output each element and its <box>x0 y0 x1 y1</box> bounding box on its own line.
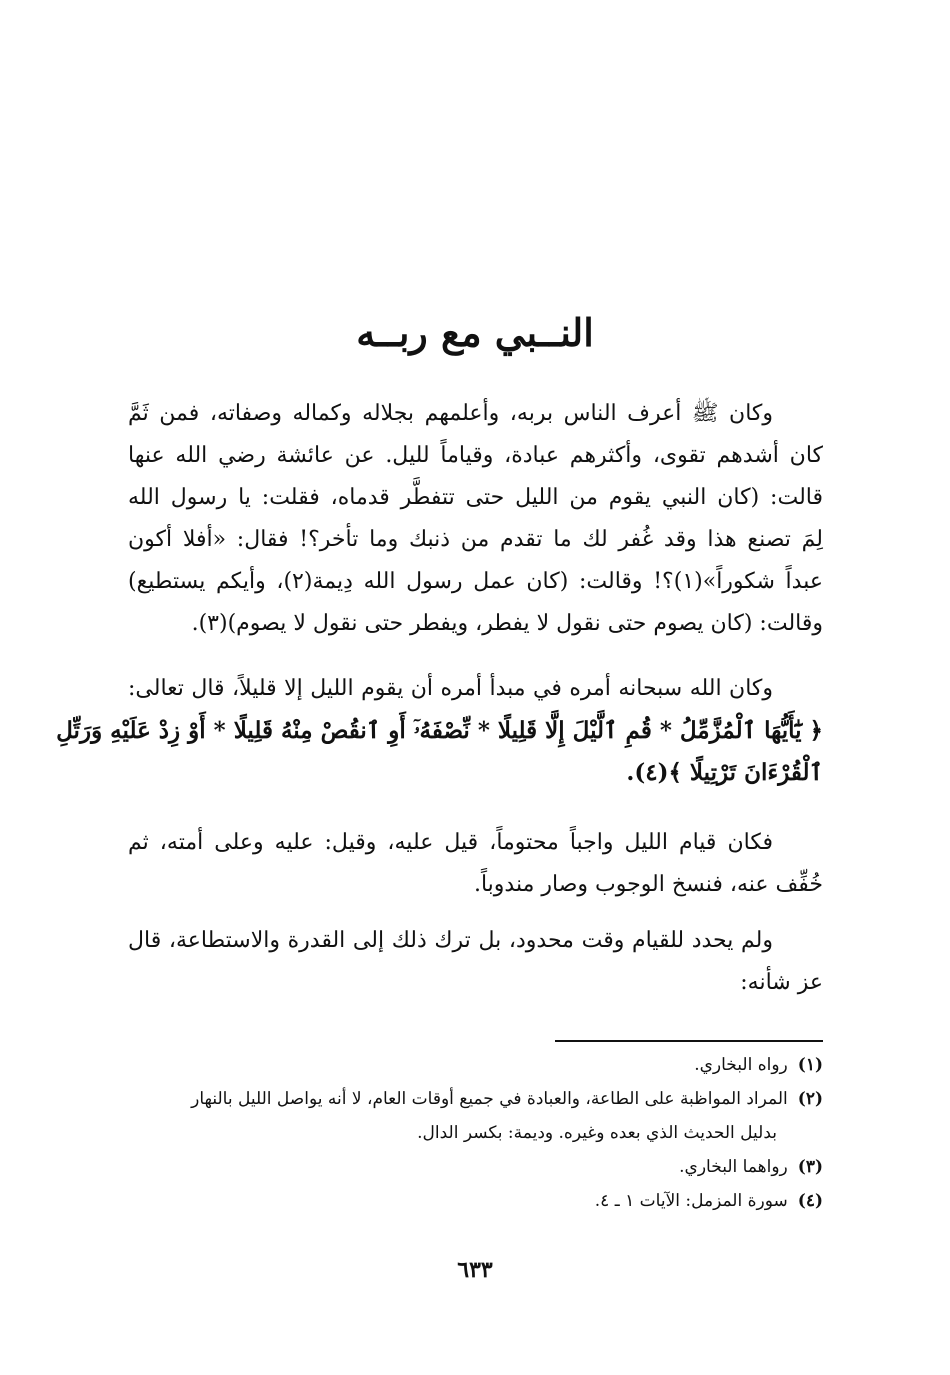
quran-verse-line: ٱلْقُرْءَانَ تَرْتِيلًا ﴾(٤). <box>626 759 823 786</box>
text-line: قالت: (كان النبي يقوم من الليل حتى تتفطَّر قدماه، فقلت: يا رسول الله <box>128 485 823 510</box>
footnote-number: (١) <box>797 1055 823 1075</box>
footnote-4 <box>128 1184 823 1218</box>
text-line: ولم يحدد للقيام وقت محدود، بل ترك ذلك إلى القدرة والاستطاعة، قال <box>128 928 773 953</box>
page-number: ٦٣٣ <box>457 1257 493 1283</box>
chapter-title: النــبي مع ربــه <box>356 310 594 355</box>
footnote-text: رواهما البخاري. <box>679 1157 788 1177</box>
footnote-text: سورة المزمل: الآيات ١ ـ ٤. <box>594 1191 788 1211</box>
footnote-1 <box>128 1048 823 1082</box>
text-line: وقالت: (كان يصوم حتى نقول لا يفطر، ويفطر حتى نقول لا يصوم)(٣). <box>191 611 823 636</box>
paragraph-1 <box>128 393 823 645</box>
footnote-text: رواه البخاري. <box>694 1055 788 1075</box>
paragraph-3 <box>128 822 823 906</box>
footnote-separator <box>555 1040 823 1042</box>
text-line: فكان قيام الليل واجباً محتوماً، قيل عليه، وقيل: عليه وعلى أمته، ثم <box>128 830 773 855</box>
footnote-text: المراد المواظبة على الطاعة، والعبادة في جميع أوقات العام، لا أنه يواصل الليل بالنهار <box>191 1089 788 1109</box>
quran-verse-line: ﴿ يَٰٓأَيُّهَا ٱلْمُزَّمِّلُ * قُمِ ٱلَّيْلَ إِلَّا قَلِيلًا * نِّصْفَهُۥٓ أَوِ ٱنقُصْ مِنْهُ قَلِيلًا * أَوْ زِدْ عَلَيْهِ وَرَتِّلِ <box>56 717 823 744</box>
text-line: عبداً شكوراً»(١)؟! وقالت: (كان عمل رسول الله دِيمة(٢)، وأيكم يستطيع) <box>128 569 823 594</box>
text-line: خُفِّف عنه، فنسخ الوجوب وصار مندوباً. <box>473 872 823 897</box>
text-line: وكان الله سبحانه أمره في مبدأ أمره أن يقوم الليل إلا قليلاً، قال تعالى: <box>128 676 773 701</box>
footnote-number: (٣) <box>797 1157 823 1177</box>
footnote-number: (٢) <box>797 1089 823 1109</box>
text-line: لِمَ تصنع هذا وقد غُفر لك ما تقدم من ذنبك وما تأخر؟! فقال: «أفلا أكون <box>128 527 823 552</box>
footnote-2 <box>128 1082 823 1116</box>
footnote-2-continuation: بدليل الحديث الذي بعده وغيره. وديمة: بكسر الدال. <box>417 1123 777 1143</box>
footnote-3 <box>128 1150 823 1184</box>
footnote-number: (٤) <box>797 1191 823 1211</box>
paragraph-4 <box>128 920 823 1004</box>
footnotes <box>128 1048 823 1218</box>
text-line: وكان ﷺ أعرف الناس بربه، وأعلمهم بجلاله وكماله وصفاته، فمن ثَمَّ <box>128 401 773 426</box>
text-line: عز شأنه: <box>740 970 823 995</box>
paragraph-2 <box>56 668 823 794</box>
text-line: كان أشدهم تقوى، وأكثرهم عبادة، وقياماً لليل. عن عائشة رضي الله عنها <box>128 443 824 468</box>
